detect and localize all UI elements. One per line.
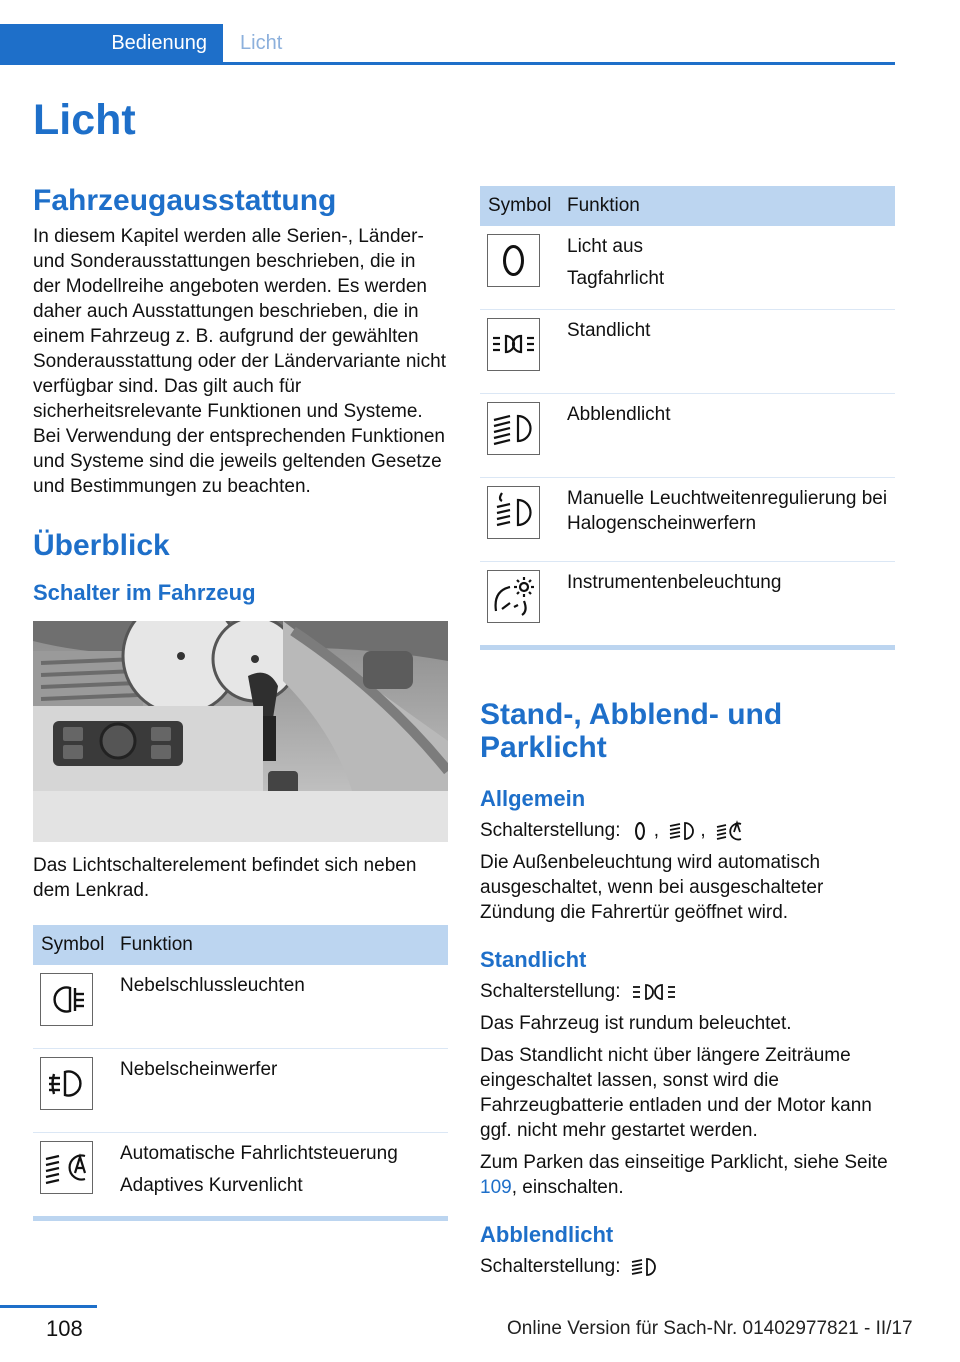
subheading-standlicht: Standlicht [480, 947, 587, 972]
table-header-symbol: Symbol [480, 186, 567, 226]
page-title: Licht [33, 96, 136, 144]
footer-version-text: Online Version für Sach-Nr. 01402977821 - II/17 [507, 1318, 913, 1339]
table-row [480, 478, 895, 562]
paragraph-text: , einschalten. [511, 1177, 624, 1198]
allgemein-paragraph: Die Außenbeleuchtung wird automatisch ausgeschaltet, wenn bei ausgeschalteter Zündung die Fahrertür geöffnet wird. [480, 852, 824, 923]
switch-label: Schalterstellung: [480, 820, 621, 841]
separator: , [700, 820, 706, 841]
tab-bedienung[interactable]: Bedienung [0, 24, 223, 62]
function-label: Adaptives Kurvenlicht [120, 1175, 303, 1196]
standlicht-paragraph-2: Das Standlicht nicht über längere Zeiträume eingeschaltet lassen, sonst wird die Fahrzeugbatterie entladen und der Motor kann ggf. nicht mehr gestartet werden. [480, 1045, 872, 1141]
table-row [33, 1133, 448, 1219]
tab-licht[interactable]: Licht [240, 32, 283, 54]
light-switch-photo [33, 621, 448, 842]
table-header-symbol: Symbol [33, 925, 120, 965]
parking-light-icon [630, 981, 678, 1003]
standlicht-paragraph-1: Das Fahrzeug ist rundum beleuchtet. [480, 1013, 792, 1034]
table-row [480, 226, 895, 310]
switch-label: Schalterstellung: [480, 981, 621, 1002]
separator: , [653, 820, 660, 841]
subheading-allgemein: Allgemein [480, 786, 586, 811]
parking-light-icon [487, 318, 540, 371]
switch-caption: Das Lichtschalterelement befindet sich neben dem Lenkrad. [33, 855, 417, 901]
switch-position-allgemein [480, 818, 895, 843]
section-heading-stand-abblend-parklicht: Stand-, Abblend- und Parklicht [480, 698, 783, 764]
subheading-abblendlicht: Abblendlicht [480, 1222, 614, 1247]
low-beam-icon [668, 820, 696, 842]
function-label: Nebelscheinwerfer [120, 1059, 278, 1080]
headlight-range-icon [487, 486, 540, 539]
low-beam-icon [487, 402, 540, 455]
switch-label: Schalterstellung: [480, 1256, 621, 1277]
table-row [33, 1049, 448, 1133]
function-label: Manuelle Leuchtweitenregulierung bei Halogenscheinwerfern [567, 488, 888, 534]
table-header-funktion: Funktion [120, 925, 448, 965]
light-off-icon [630, 820, 650, 842]
function-label: Automatische Fahrlichtsteuerung [120, 1143, 398, 1164]
top-navigation [0, 24, 895, 65]
function-label: Nebelschlussleuchten [120, 975, 305, 996]
instrument-lighting-icon [487, 570, 540, 623]
paragraph-text: Zum Parken das einseitige Parklicht, siehe Seite [480, 1152, 888, 1173]
function-label: Licht aus [567, 236, 644, 257]
table-header-funktion: Funktion [567, 186, 895, 226]
fog-rear-light-icon [40, 973, 93, 1026]
low-beam-icon [630, 1256, 658, 1278]
subheading-schalter: Schalter im Fahrzeug [33, 580, 256, 605]
symbol-table-right [480, 186, 895, 650]
page-number: 108 [46, 1316, 83, 1341]
ausstattung-paragraph: In diesem Kapitel werden alle Serien-, Länder- und Sonderausstattungen beschrieben, die in der Modellreihe angeboten werden. Es werden daher auch Ausstattungen beschrieben, die in einem Fahrzeug z. B. aufgrund der gewählten Sonderausstattung oder der Ländervariante nicht verfügbar sind. Das gilt auch für sicherheitsrelevante Funktionen und Systeme. Bei Verwendung der entsprechenden Funktionen und Systeme sind die jeweils geltenden Gesetze und Bestimmungen zu beachten. [33, 226, 446, 497]
table-row [33, 965, 448, 1049]
table-row [480, 310, 895, 394]
section-heading-ueberblick: Überblick [33, 529, 170, 562]
table-row [480, 394, 895, 478]
table-row [480, 562, 895, 648]
fog-light-icon [40, 1057, 93, 1110]
switch-position-standlicht [480, 979, 895, 1004]
auto-headlight-icon [715, 820, 743, 842]
page-link-109[interactable]: 109 [480, 1177, 512, 1198]
function-label: Tagfahrlicht [567, 268, 665, 289]
symbol-table-left [33, 925, 448, 1221]
light-off-icon [487, 234, 540, 287]
section-heading-fahrzeugausstattung: Fahrzeugausstattung [33, 184, 337, 217]
auto-headlight-icon [40, 1141, 93, 1194]
left-column [33, 184, 448, 1221]
function-label: Abblendlicht [567, 404, 671, 425]
function-label: Instrumentenbeleuchtung [567, 572, 782, 593]
standlicht-paragraph-3 [480, 1150, 895, 1200]
function-label: Standlicht [567, 320, 651, 341]
footer-rule [0, 1305, 97, 1308]
right-column [480, 186, 895, 1279]
switch-position-abblendlicht [480, 1254, 895, 1279]
